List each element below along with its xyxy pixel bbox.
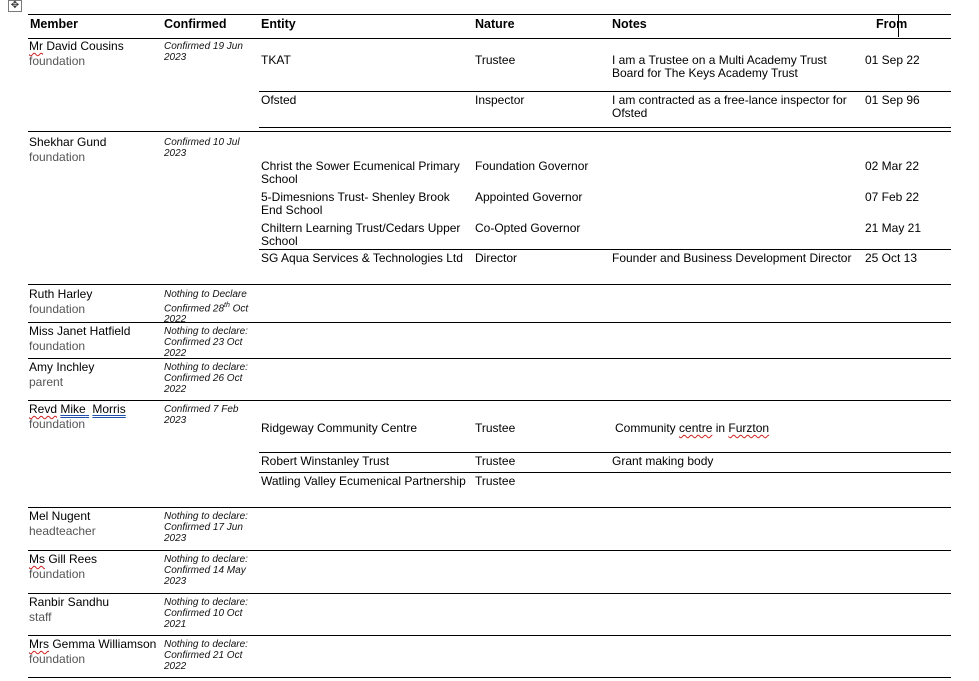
row-divider (259, 472, 951, 473)
member-divider (28, 358, 951, 359)
member-name: Mrs Gemma Williamson (29, 637, 157, 651)
confirmed-date: Nothing to declare: Confirmed 10 Oct 2021 (164, 597, 248, 630)
notes-cell: Founder and Business Development Director (612, 251, 852, 265)
member-name: Revd Mike Morris (29, 402, 126, 416)
nature-cell: Trustee (475, 421, 516, 435)
from-cell: 02 Mar 22 (865, 159, 920, 173)
member-name: Miss Janet Hatfield (29, 324, 131, 338)
row-divider (259, 127, 951, 128)
member-divider (28, 550, 951, 551)
member-name: Amy Inchley (29, 360, 95, 374)
entity-cell: TKAT (261, 53, 291, 67)
member-role: foundation (29, 339, 86, 353)
notes-cell: I am contracted as a free-lance inspector for Ofsted (612, 93, 847, 120)
entity-cell: Christ the Sower Ecumenical Primary School (261, 159, 460, 186)
entity-cell: Watling Valley Ecumenical Partnership (261, 474, 466, 488)
member-role: foundation (29, 652, 86, 666)
table-move-handle-icon[interactable]: ✥ (8, 0, 22, 12)
member-role: parent (29, 375, 64, 389)
nature-cell: Trustee (475, 454, 516, 468)
member-role: foundation (29, 567, 86, 581)
entity-cell: Ofsted (261, 93, 297, 107)
entity-cell: SG Aqua Services & Technologies Ltd (261, 251, 463, 265)
row-divider (259, 452, 951, 453)
from-cell: 25 Oct 13 (865, 251, 918, 265)
from-cell: 07 Feb 22 (865, 190, 920, 204)
confirmed-date: Nothing to declare: Confirmed 14 May 2023 (164, 554, 248, 587)
member-divider (28, 507, 951, 508)
nature-cell: Director (475, 251, 518, 265)
from-cell: 21 May 21 (865, 221, 922, 235)
entity-cell: Ridgeway Community Centre (261, 421, 418, 435)
member-divider (28, 131, 951, 132)
confirmed-date: Nothing to declare: Confirmed 23 Oct 2022 (164, 326, 248, 358)
header-from: From (876, 17, 908, 31)
from-cell: 01 Sep 22 (865, 53, 920, 67)
member-divider (28, 400, 951, 401)
confirmed-date: Nothing to declare: Confirmed 21 Oct 2022 (164, 639, 248, 672)
member-name: Shekhar Gund (29, 135, 107, 149)
member-role: foundation (29, 150, 86, 164)
header-notes: Notes (612, 17, 647, 31)
confirmed-date: Nothing to Declare Confirmed 28th Oct 2022 (164, 289, 249, 322)
nature-cell: Foundation Governor (475, 159, 589, 173)
from-cell: 01 Sep 96 (865, 93, 920, 107)
notes-cell: Grant making body (612, 454, 714, 468)
member-name: Mr David Cousins (29, 39, 124, 53)
member-name: Ruth Harley (29, 287, 93, 301)
notes-cell: Community centre in Furzton (615, 421, 770, 435)
header-divider (898, 15, 899, 37)
confirmed-date: Nothing to declare: Confirmed 26 Oct 2022 (164, 362, 248, 395)
header-confirmed: Confirmed (164, 17, 227, 31)
header-entity: Entity (261, 17, 296, 31)
member-role: foundation (29, 302, 86, 316)
nature-cell: Appointed Governor (475, 190, 583, 204)
nature-cell: Trustee (475, 53, 516, 67)
member-role: foundation (29, 54, 86, 68)
entity-cell: 5-Dimesnions Trust- Shenley Brook End School (261, 190, 450, 217)
member-role: staff (29, 610, 52, 624)
header-member: Member (30, 17, 78, 31)
row-divider (259, 249, 951, 250)
member-role: headteacher (29, 524, 96, 538)
member-divider (28, 284, 951, 285)
member-role: foundation (29, 417, 86, 431)
table-header-row (28, 14, 951, 39)
notes-cell: I am a Trustee on a Multi Academy Trust Board for The Keys Academy Trust (612, 53, 827, 80)
confirmed-date: Nothing to declare: Confirmed 17 Jun 2023 (164, 511, 248, 544)
member-divider (28, 677, 951, 678)
confirmed-date: Confirmed 7 Feb 2023 (164, 404, 239, 426)
member-divider (28, 635, 951, 636)
nature-cell: Inspector (475, 93, 525, 107)
member-divider (28, 322, 951, 323)
member-divider (28, 593, 951, 594)
header-nature: Nature (475, 17, 515, 31)
entity-cell: Chiltern Learning Trust/Cedars Upper School (261, 221, 461, 248)
member-name: Mel Nugent (29, 509, 91, 523)
nature-cell: Co-Opted Governor (475, 221, 581, 235)
confirmed-date: Confirmed 10 Jul 2023 (164, 137, 240, 159)
member-name: Ranbir Sandhu (29, 595, 110, 609)
entity-cell: Robert Winstanley Trust (261, 454, 390, 468)
nature-cell: Trustee (475, 474, 516, 488)
confirmed-date: Confirmed 19 Jun 2023 (164, 41, 243, 63)
row-divider (259, 91, 951, 92)
member-name: Ms Gill Rees (29, 552, 98, 566)
